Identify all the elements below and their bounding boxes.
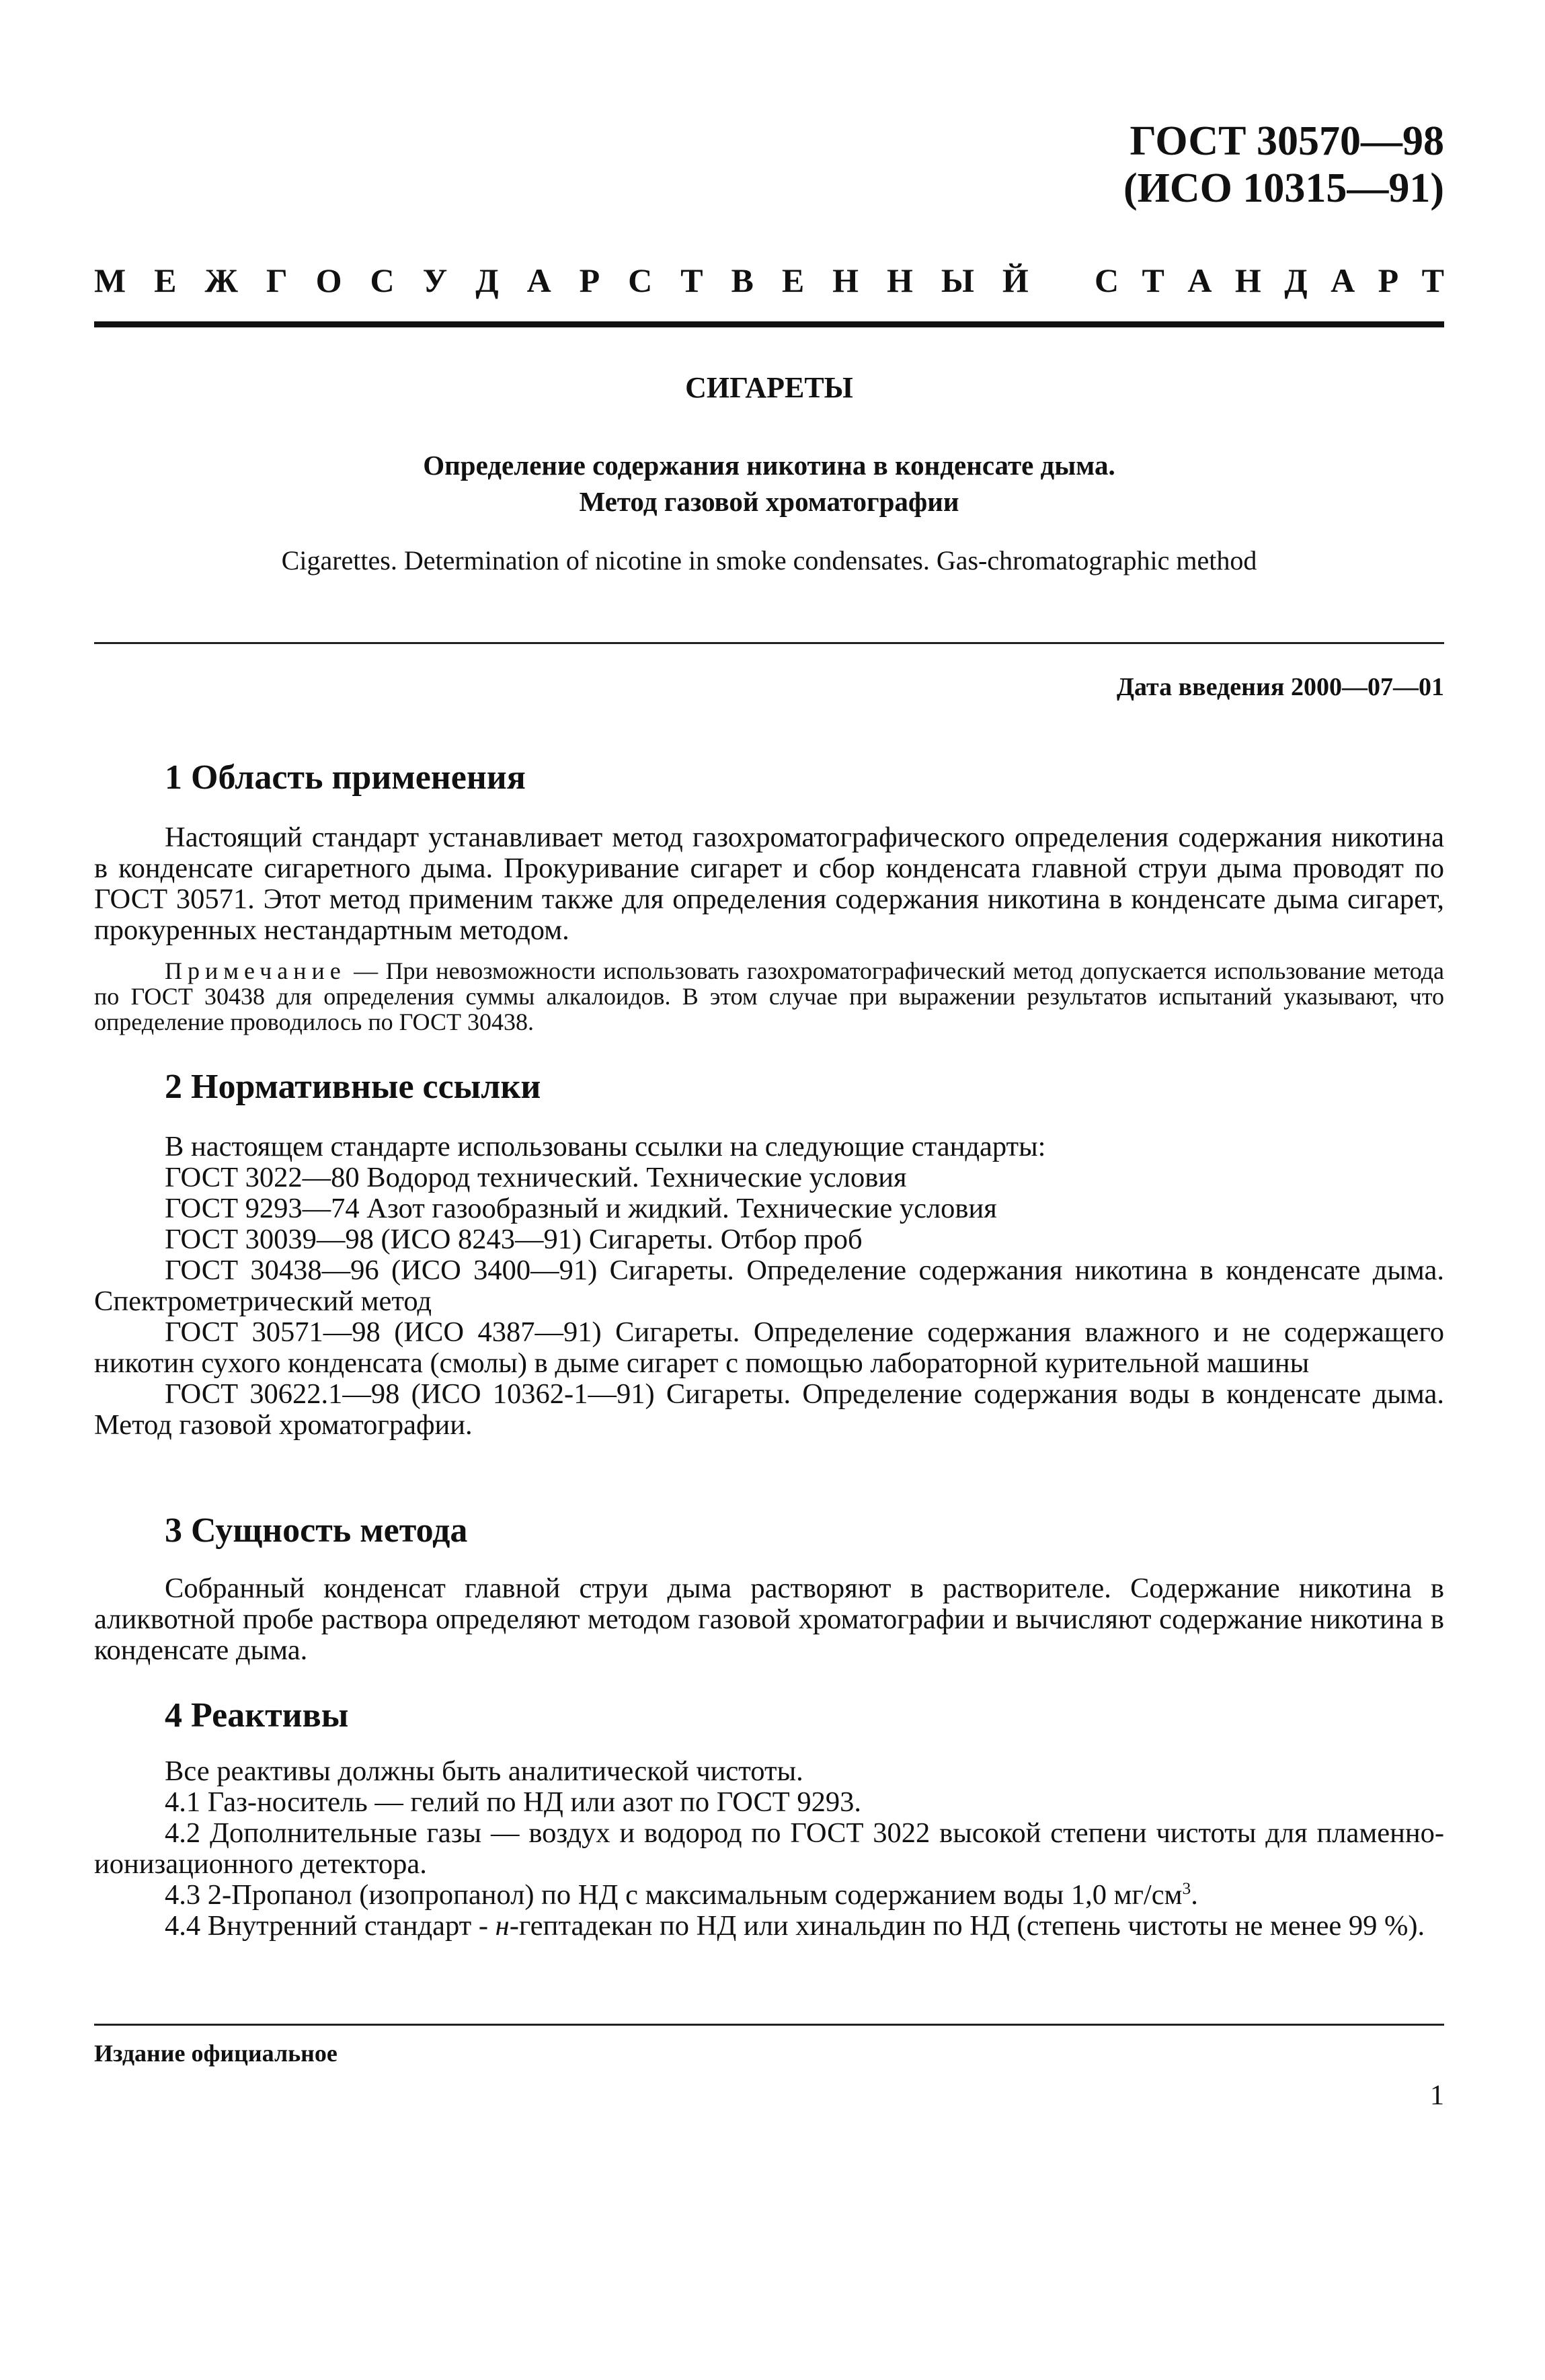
- banner-letter: А: [1187, 262, 1212, 299]
- references-intro: В настоящем стандарте использованы ссылки на следующие стандарты:: [165, 1131, 1046, 1162]
- reference-item: ГОСТ 30571—98 (ИСО 4387—91) Сигареты. Определение содержания влажного и не содержащего никотин сухого конденсата (смолы) в дыме сигарет с помощью лабораторной курительной машины: [94, 1316, 1444, 1379]
- header-rule: [94, 321, 1444, 327]
- reference-item: ГОСТ 3022—80 Водород технический. Технические условия: [165, 1162, 907, 1193]
- banner-letter: Д: [1284, 262, 1308, 299]
- section-1-note: [94, 958, 1444, 1035]
- banner-letter: В: [731, 262, 754, 299]
- reagent-item: [94, 1880, 1444, 1911]
- reagent-item-text: 4.4 Внутренний стандарт -: [165, 1910, 496, 1942]
- superscript: 3: [1182, 1878, 1191, 1898]
- document-subtitle: [94, 447, 1444, 520]
- standard-number-block: [1123, 118, 1444, 212]
- banner-letter: У: [422, 262, 448, 299]
- interstate-word: [94, 260, 1029, 301]
- section-4-text: [94, 1756, 1444, 1942]
- document-title: СИГАРЕТЫ: [685, 371, 853, 404]
- banner-letter: Н: [832, 262, 859, 299]
- section-3-paragraph: Собранный конденсат главной струи дыма растворяют в растворителе. Содержание никотина в аликвотной пробе раствора определяют методом газовой хроматографии и вычисляют содержание никотина в конденсате дыма.: [94, 1573, 1444, 1666]
- banner-letter: Е: [154, 262, 177, 299]
- banner-letter: Ы: [941, 262, 974, 299]
- banner-letter: А: [526, 262, 551, 299]
- english-title: Cigarettes. Determination of nicotine in smoke condensates. Gas-chromatographic method: [281, 545, 1257, 576]
- section-2-heading: 2 Нормативные ссылки: [165, 1068, 541, 1106]
- banner-letter: Н: [1234, 262, 1261, 299]
- banner-letter: Е: [781, 262, 805, 299]
- banner-letter: Т: [680, 262, 703, 299]
- section-2-text: [94, 1132, 1444, 1441]
- section-1-heading: 1 Область применения: [165, 758, 526, 797]
- reagent-item-text: 4.3 2-Пропанол (изопропанол) по НД с максимальным содержанием воды 1,0 мг/см: [165, 1879, 1183, 1911]
- reagent-item: 4.2 Дополнительные газы — воздух и водород по ГОСТ 3022 высокой степени чистоты для пламенно-ионизационного детектора.: [94, 1817, 1444, 1880]
- section-1-text: [94, 822, 1444, 946]
- reference-item: ГОСТ 9293—74 Азот газообразный и жидкий. Технические условия: [165, 1193, 997, 1224]
- page-number: 1: [1430, 2080, 1444, 2111]
- standard-number: ГОСТ 30570—98: [1130, 118, 1444, 164]
- italic-letter: н: [495, 1910, 510, 1942]
- iso-number: (ИСО 10315—91): [1123, 165, 1444, 211]
- reagent-item-text: -гептадекан по НД или хинальдин по НД (степень чистоты не менее 99 %).: [509, 1910, 1425, 1942]
- footer-rule: [94, 2024, 1444, 2026]
- reference-item: ГОСТ 30039—98 (ИСО 8243—91) Сигареты. Отбор проб: [165, 1224, 863, 1255]
- reagent-item: [94, 1911, 1444, 1942]
- banner-letter: О: [315, 262, 342, 299]
- reference-item: ГОСТ 30622.1—98 (ИСО 10362-1—91) Сигареты. Определение содержания воды в конденсате дыма. Метод газовой хроматографии.: [94, 1378, 1444, 1441]
- banner-letter: Т: [1421, 262, 1444, 299]
- reagent-item: 4.1 Газ-носитель — гелий по НД или азот по ГОСТ 9293.: [165, 1786, 861, 1818]
- section-3-text: [94, 1573, 1444, 1666]
- standard-word: [1095, 260, 1444, 301]
- banner-letter: С: [370, 262, 395, 299]
- banner-letter: Ж: [204, 262, 238, 299]
- banner-letter: М: [94, 262, 126, 299]
- date-value: 2000—07—01: [1291, 673, 1444, 701]
- subtitle-line: Метод газовой хроматографии: [579, 486, 959, 517]
- section-3-heading: 3 Сущность метода: [165, 1511, 468, 1550]
- reagents-intro: Все реактивы должны быть аналитической чистоты.: [165, 1755, 803, 1787]
- section-1-paragraph: Настоящий стандарт устанавливает метод газохроматографического определения содержания никотина в конденсате сигаретного дыма. Прокуривание сигарет и сбор конденсата главной струи дыма проводят по ГОСТ 30571. Этот метод применим также для определения содержания никотина в конденсате дыма сигарет, прокуренных нестандартным методом.: [94, 822, 1444, 946]
- banner-letter: С: [1095, 262, 1119, 299]
- interstate-standard-banner: [94, 260, 1444, 301]
- section-4-heading: 4 Реактивы: [165, 1696, 349, 1735]
- reference-item: ГОСТ 30438—96 (ИСО 3400—91) Сигареты. Определение содержания никотина в конденсате дыма. Спектрометрический метод: [94, 1255, 1444, 1317]
- date-label: Дата введения: [1116, 673, 1285, 701]
- banner-letter: Д: [475, 262, 499, 299]
- reagent-item-end: .: [1191, 1879, 1198, 1911]
- banner-letter: Й: [1002, 262, 1029, 299]
- banner-letter: Н: [887, 262, 913, 299]
- banner-letter: С: [628, 262, 653, 299]
- note-text: — При невозможности использовать газохроматографический метод допускается использование метода по ГОСТ 30438 для определения суммы алкалоидов. В этом случае при выражении результатов испытаний указывают, что определение проводилось по ГОСТ 30438.: [94, 957, 1444, 1035]
- subtitle-line: Определение содержания никотина в конденсате дыма.: [423, 450, 1115, 481]
- banner-letter: Р: [579, 262, 600, 299]
- introduction-date: [1117, 670, 1444, 704]
- banner-letter: Г: [266, 262, 288, 299]
- banner-letter: Р: [1378, 262, 1399, 299]
- banner-letter: А: [1331, 262, 1355, 299]
- note-label: Примечание: [165, 957, 346, 984]
- banner-letter: Т: [1142, 262, 1164, 299]
- official-edition-label: Издание официальное: [94, 2040, 338, 2067]
- title-rule: [94, 642, 1444, 644]
